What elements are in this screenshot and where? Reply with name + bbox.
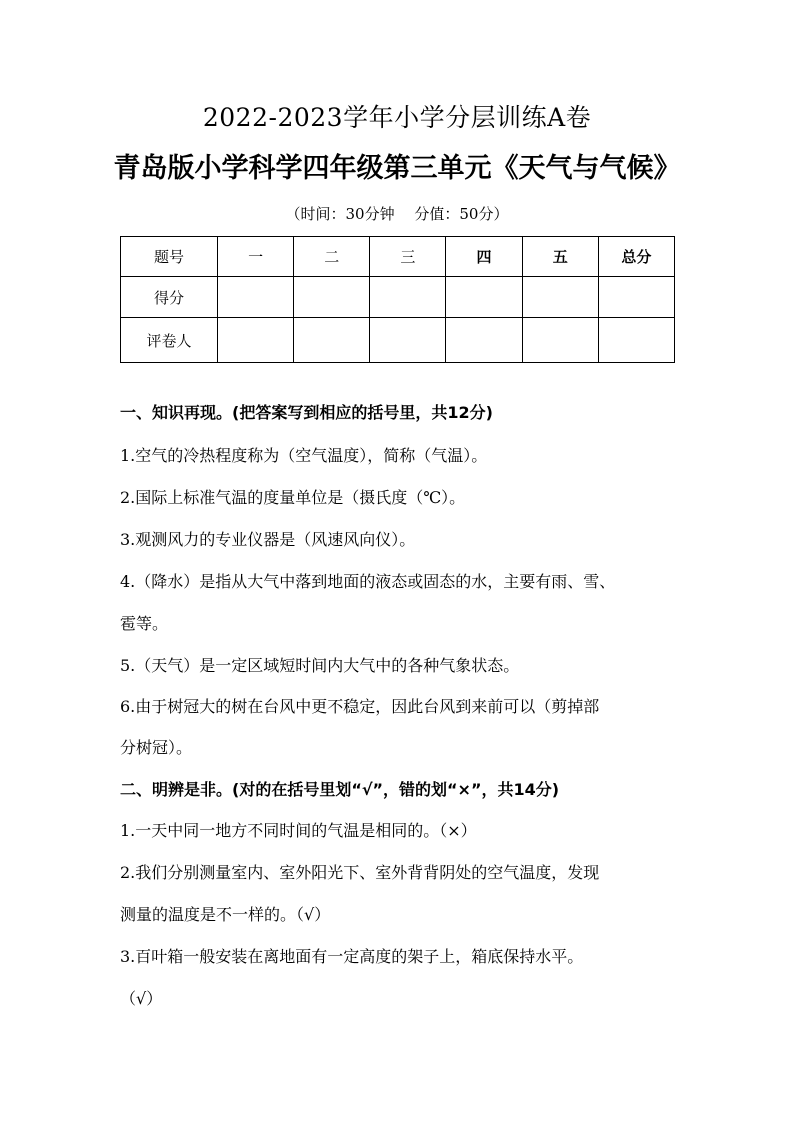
grader-cell bbox=[598, 318, 674, 363]
exam-subtitle: 青岛版小学科学四年级第三单元《天气与气候》 bbox=[113, 153, 681, 184]
score-cell bbox=[522, 277, 598, 318]
row-label: 得分 bbox=[121, 277, 218, 318]
row-label: 评卷人 bbox=[121, 318, 218, 363]
header-cell: 四 bbox=[446, 237, 522, 277]
score-table bbox=[120, 236, 675, 363]
header-cell: 题号 bbox=[121, 237, 218, 277]
question-line: 1.一天中同一地方不同时间的气温是相同的。（×） bbox=[120, 821, 477, 840]
question-line: 测量的温度是不一样的。（√） bbox=[120, 905, 331, 924]
question-line: （√） bbox=[120, 989, 163, 1008]
section-1-heading: 一、知识再现。(把答案写到相应的括号里，共12分) bbox=[120, 403, 493, 422]
score-cell bbox=[598, 277, 674, 318]
question-line: 分树冠）。 bbox=[120, 738, 193, 757]
header-cell: 五 bbox=[522, 237, 598, 277]
score-cell bbox=[294, 277, 370, 318]
score-cell bbox=[446, 277, 522, 318]
header-cell: 总分 bbox=[598, 237, 674, 277]
question-line: 3.观测风力的专业仪器是（风速风向仪）。 bbox=[120, 530, 416, 549]
header-cell: 三 bbox=[370, 237, 446, 277]
grader-cell bbox=[446, 318, 522, 363]
score-cell bbox=[218, 277, 294, 318]
question-line: 2.我们分别测量室内、室外阳光下、室外背背阴处的空气温度，发现 bbox=[120, 863, 600, 882]
header-cell: 一 bbox=[218, 237, 294, 277]
question-line: 雹等。 bbox=[120, 614, 169, 633]
grader-row bbox=[121, 318, 675, 363]
header-cell: 二 bbox=[294, 237, 370, 277]
question-line: 1.空气的冷热程度称为（空气温度），简称（气温）。 bbox=[120, 446, 488, 465]
score-row bbox=[121, 277, 675, 318]
score-cell bbox=[370, 277, 446, 318]
score-table-header-row bbox=[121, 237, 675, 277]
grader-cell bbox=[294, 318, 370, 363]
question-line: 2.国际上标准气温的度量单位是（摄氏度（℃）。 bbox=[120, 488, 466, 507]
section-2-heading: 二、明辨是非。(对的在括号里划“√”，错的划“×”，共14分) bbox=[120, 780, 560, 799]
question-line: 6.由于树冠大的树在台风中更不稳定，因此台风到来前可以（剪掉部 bbox=[120, 697, 600, 716]
grader-cell bbox=[522, 318, 598, 363]
question-line: 4.（降水）是指从大气中落到地面的液态或固态的水，主要有雨、雪、 bbox=[120, 572, 616, 591]
question-line: 3.百叶箱一般安装在离地面有一定高度的架子上，箱底保持水平。 bbox=[120, 947, 584, 966]
grader-cell bbox=[218, 318, 294, 363]
time-score-info: （时间：30分钟 分值：50分） bbox=[285, 205, 509, 223]
exam-title: 2022-2023学年小学分层训练A卷 bbox=[202, 103, 592, 132]
question-line: 5.（天气）是一定区域短时间内大气中的各种气象状态。 bbox=[120, 656, 520, 675]
grader-cell bbox=[370, 318, 446, 363]
